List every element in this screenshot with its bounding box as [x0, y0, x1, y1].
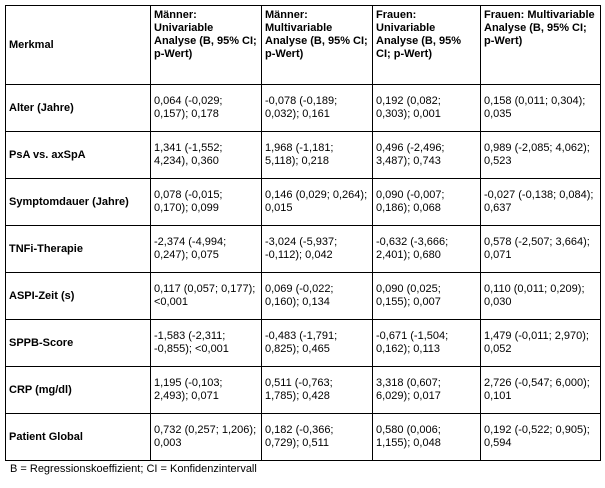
table-cell: 0,578 (-2,507; 3,664); 0,071: [481, 226, 601, 273]
header-maenner-multivariable: Männer: Multivariable Analyse (B, 95% CI; p-Wert): [262, 6, 373, 85]
table-cell: 1,195 (-0,103; 2,493); 0,071: [151, 367, 262, 414]
row-label: Alter (Jahre): [6, 85, 151, 132]
table-cell: 0,511 (-0,763; 1,785); 0,428: [262, 367, 373, 414]
table-cell: 0,496 (-2,496; 3,487); 0,743: [373, 132, 481, 179]
table-cell: 0,146 (0,029; 0,264); 0,015: [262, 179, 373, 226]
table-cell: 0,064 (-0,029; 0,157); 0,178: [151, 85, 262, 132]
row-label: SPPB-Score: [6, 320, 151, 367]
table-cell: -0,027 (-0,138; 0,084); 0,637: [481, 179, 601, 226]
table-cell: 0,090 (0,025; 0,155); 0,007: [373, 273, 481, 320]
row-label: Patient Global: [6, 414, 151, 461]
row-label: PsA vs. axSpA: [6, 132, 151, 179]
table-row: [6, 226, 601, 273]
table-cell: -0,632 (-3,666; 2,401); 0,680: [373, 226, 481, 273]
table-cell: 0,192 (-0,522; 0,905); 0,594: [481, 414, 601, 461]
table-cell: -0,671 (-1,504; 0,162); 0,113: [373, 320, 481, 367]
table-row: [6, 367, 601, 414]
table-row: [6, 414, 601, 461]
table-cell: 1,341 (-1,552; 4,234), 0,360: [151, 132, 262, 179]
table-cell: 0,069 (-0,022; 0,160); 0,134: [262, 273, 373, 320]
table-cell: 1,479 (-0,011; 2,970); 0,052: [481, 320, 601, 367]
table-cell: -0,078 (-0,189; 0,032); 0,161: [262, 85, 373, 132]
table-cell: 0,078 (-0,015; 0,170); 0,099: [151, 179, 262, 226]
table-cell: 0,580 (0,006; 1,155); 0,048: [373, 414, 481, 461]
table-cell: 0,732 (0,257; 1,206); 0,003: [151, 414, 262, 461]
table-row: [6, 320, 601, 367]
table-cell: -0,483 (-1,791; 0,825); 0,465: [262, 320, 373, 367]
row-label: Symptomdauer (Jahre): [6, 179, 151, 226]
header-frauen-multivariable: Frauen: Multivariable Analyse (B, 95% CI; p-Wert): [481, 6, 601, 85]
table-cell: -2,374 (-4,994; 0,247); 0,075: [151, 226, 262, 273]
table-cell: 0,158 (0,011; 0,304); 0,035: [481, 85, 601, 132]
table-cell: 2,726 (-0,547; 6,000); 0,101: [481, 367, 601, 414]
row-label: CRP (mg/dl): [6, 367, 151, 414]
header-frauen-univariable: Frauen: Univariable Analyse (B, 95% CI; p-Wert): [373, 6, 481, 85]
table-header-row: [6, 6, 601, 85]
footnote: B = Regressionskoeffizient; CI = Konfidenzintervall: [10, 463, 257, 475]
table-cell: 3,318 (0,607; 6,029); 0,017: [373, 367, 481, 414]
row-label: TNFi-Therapie: [6, 226, 151, 273]
header-merkmal: Merkmal: [6, 6, 151, 85]
table-cell: 0,192 (0,082; 0,303); 0,001: [373, 85, 481, 132]
table-cell: 0,182 (-0,366; 0,729); 0,511: [262, 414, 373, 461]
table-cell: 1,968 (-1,181; 5,118); 0,218: [262, 132, 373, 179]
table-cell: 0,117 (0,057; 0,177); <0,001: [151, 273, 262, 320]
regression-table: [5, 5, 601, 461]
table-row: [6, 273, 601, 320]
table-row: [6, 85, 601, 132]
table-cell: 0,989 (-2,085; 4,062); 0,523: [481, 132, 601, 179]
table-cell: 0,110 (0,011; 0,209); 0,030: [481, 273, 601, 320]
table-cell: 0,090 (-0,007; 0,186); 0,068: [373, 179, 481, 226]
row-label: ASPI-Zeit (s): [6, 273, 151, 320]
table-row: [6, 179, 601, 226]
table-row: [6, 132, 601, 179]
header-maenner-univariable: Männer: Univariable Analyse (B, 95% CI; p-Wert): [151, 6, 262, 85]
table-cell: -3,024 (-5,937; -0,112); 0,042: [262, 226, 373, 273]
table-cell: -1,583 (-2,311; -0,855); <0,001: [151, 320, 262, 367]
